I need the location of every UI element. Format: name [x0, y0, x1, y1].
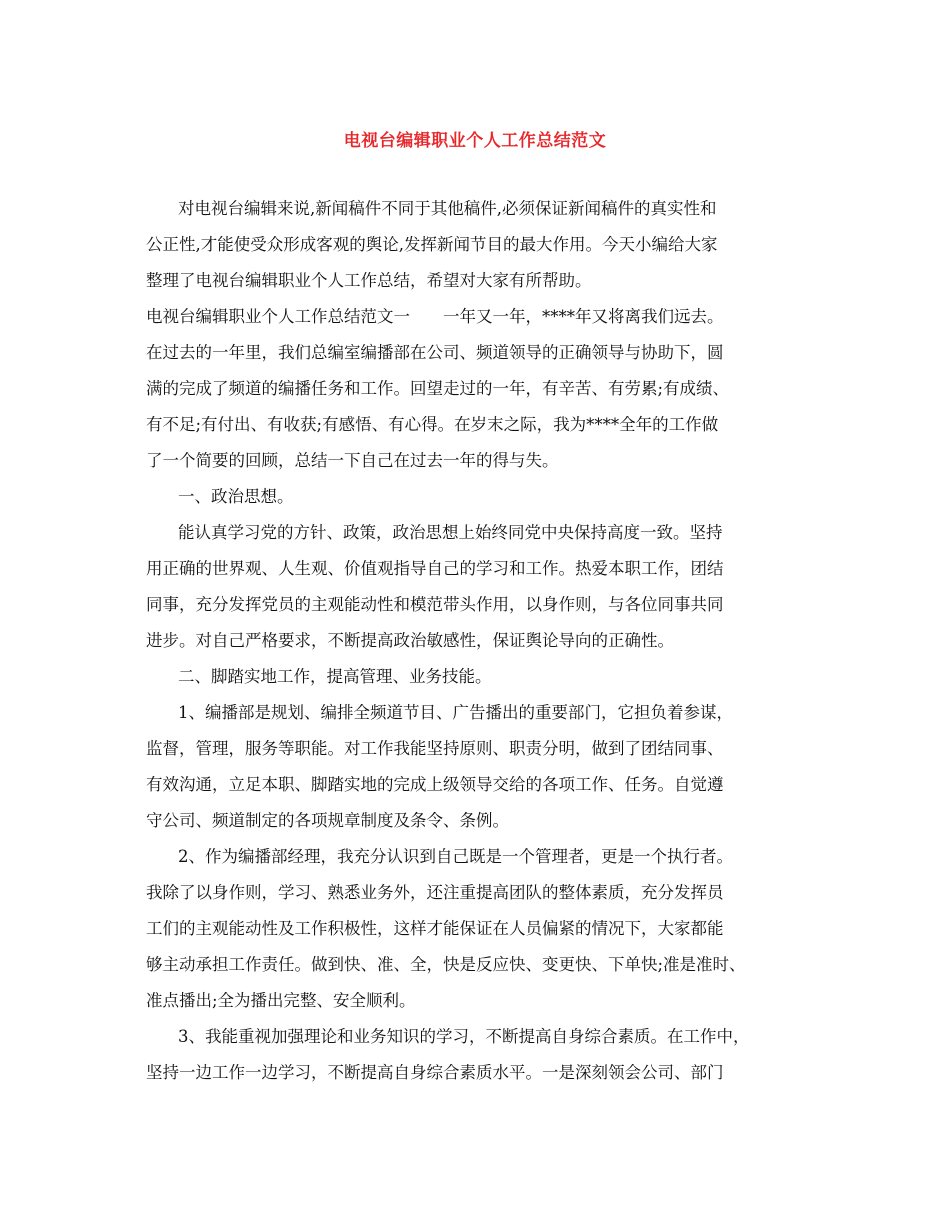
- section-heading-1: 一、政治思想。: [178, 487, 294, 506]
- document-title: 电视台编辑职业个人工作总结范文: [343, 131, 607, 151]
- body-line-23: 准点播出;全为播出完整、安全顺利。: [146, 991, 416, 1010]
- body-line-12: 同事，充分发挥党员的主观能动性和模范带头作用，以身作则，与各位同事共同: [146, 595, 724, 614]
- body-line-5: 在过去的一年里，我们总编室编播部在公司、频道领导的正确领导与协助下，圆: [146, 343, 724, 362]
- body-line-18: 守公司、频道制定的各项规章制度及条令、条例。: [146, 811, 509, 830]
- body-line-20: 我除了以身作则，学习、熟悉业务外，还注重提高团队的整体素质，充分发挥员: [146, 883, 724, 902]
- body-line-11: 用正确的世界观、人生观、价值观指导自己的学习和工作。热爱本职工作，团结: [146, 559, 724, 578]
- body-line-4: 电视台编辑职业个人工作总结范文一 一年又一年，****年又将离我们远去。: [146, 307, 724, 326]
- body-line-24: 3、我能重视加强理论和业务知识的学习，不断提高自身综合素质。在工作中，: [178, 1027, 750, 1046]
- body-line-21: 工们的主观能动性及工作积极性，这样才能保证在人员偏紧的情况下，大家都能: [146, 919, 724, 938]
- body-line-25: 坚持一边工作一边学习，不断提高自身综合素质水平。一是深刻领会公司、部门: [146, 1063, 724, 1082]
- body-line-13: 进步。对自己严格要求，不断提高政治敏感性，保证舆论导向的正确性。: [146, 631, 674, 650]
- body-line-16: 监督，管理，服务等职能。对工作我能坚持原则、职责分明，做到了团结同事、: [146, 739, 724, 758]
- body-line-17: 有效沟通，立足本职、脚踏实地的完成上级领导交给的各项工作、任务。自觉遵: [146, 775, 724, 794]
- body-line-7: 有不足;有付出、有收获;有感悟、有心得。在岁末之际，我为****全年的工作做: [146, 415, 719, 434]
- body-line-8: 了一个简要的回顾，总结一下自己在过去一年的得与失。: [146, 451, 559, 470]
- body-line-6: 满的完成了频道的编播任务和工作。回望走过的一年，有辛苦、有劳累;有成绩、: [146, 379, 730, 398]
- body-line-2: 公正性,才能使受众形成客观的舆论,发挥新闻节目的最大作用。今天小编给大家: [146, 235, 718, 254]
- body-line-22: 够主动承担工作责任。做到快、准、全，快是反应快、变更快、下单快;准是准时、: [146, 955, 746, 974]
- body-line-3: 整理了电视台编辑职业个人工作总结，希望对大家有所帮助。: [146, 271, 592, 290]
- body-line-1: 对电视台编辑来说,新闻稿件不同于其他稿件,必须保证新闻稿件的真实性和: [178, 199, 717, 218]
- body-line-19: 2、作为编播部经理，我充分认识到自己既是一个管理者，更是一个执行者。: [178, 847, 733, 866]
- section-heading-2: 二、脚踏实地工作，提高管理、业务技能。: [178, 667, 492, 686]
- body-line-15: 1、编播部是规划、编排全频道节目、广告播出的重要部门，它担负着参谋，: [178, 703, 733, 722]
- body-line-10: 能认真学习党的方针、政策，政治思想上始终同党中央保持高度一致。坚持: [178, 523, 723, 542]
